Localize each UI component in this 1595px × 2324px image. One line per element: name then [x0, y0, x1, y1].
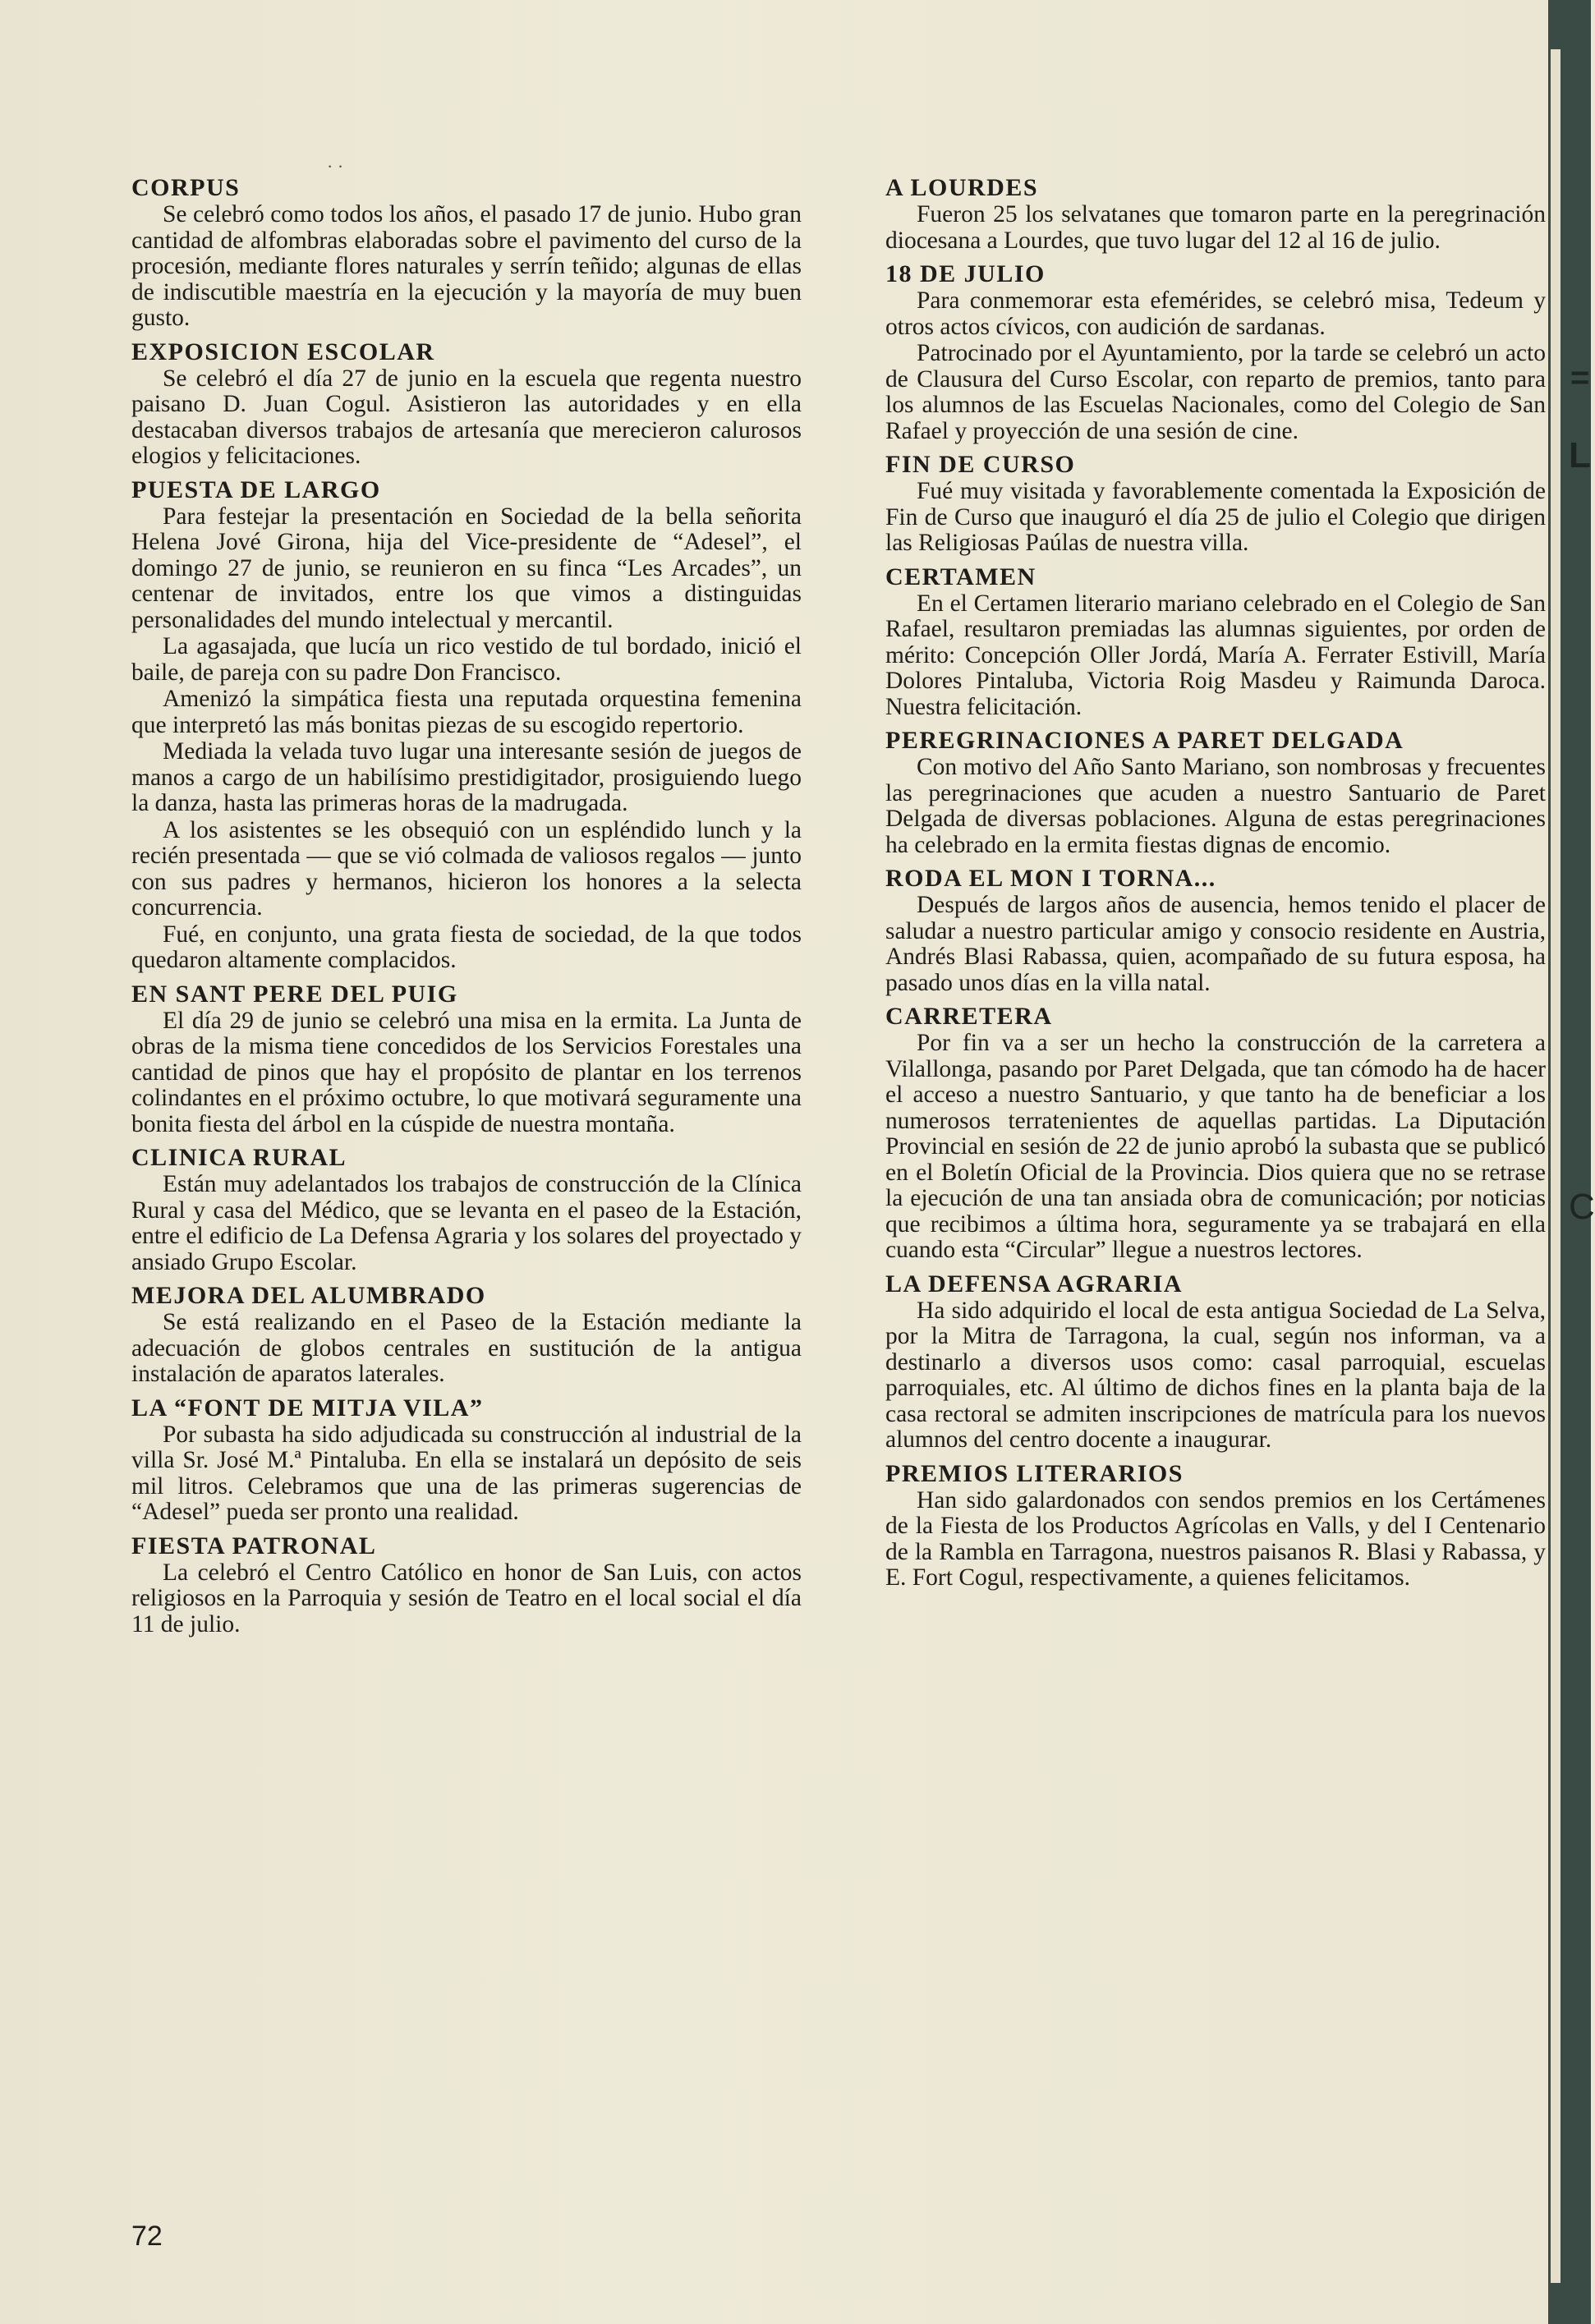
section-paragraph: Después de largos años de ausencia, hemos tenido el placer de saludar a nuestro particular amigo y consocio residente en Austria, Andrés Blasi Rabassa, quien, acompañado de su futura esposa, ha pasado unos días en la villa natal. [885, 892, 1546, 996]
section-paragraph: Mediada la velada tuvo lugar una interesante sesión de juegos de manos a cargo de un habilísimo prestidigitador, prosiguiendo luego la danza, hasta las primeras horas de la madrugada. [131, 738, 802, 816]
section-paragraph: En el Certamen literario mariano celebrado en el Colegio de San Rafael, resultaron premiadas las alumnas siguientes, por orden de mérito: Concepción Oller Jordá, María A. Ferrater Estivill, María Dolores Pintaluba, Victoria Roig Masdeu y Raimunda Daroca. Nuestra felicitación. [885, 590, 1546, 720]
section-paragraph: Se está realizando en el Paseo de la Estación mediante la adecuación de globos centrales en sustitución de la antigua instalación de aparatos laterales. [131, 1309, 802, 1387]
edge-glyph: L [1569, 435, 1591, 475]
section-paragraph: Con motivo del Año Santo Mariano, son nombrosas y frecuentes las peregrinaciones que acuden a nuestro Santuario de Paret Delgada de diversas poblaciones. Alguna de estas peregrinaciones ha celebrado en la ermita fiestas dignas de encomio. [885, 754, 1546, 858]
section-heading: CARRETERA [885, 1003, 1053, 1030]
left-column [131, 174, 802, 1644]
section-heading: PREMIOS LITERARIOS [885, 1459, 1184, 1487]
edge-glyph: = [1570, 360, 1590, 396]
news-section [131, 1282, 802, 1388]
section-heading: EN SANT PERE DEL PUIG [131, 980, 458, 1008]
section-paragraph: La celebró el Centro Católico en honor de San Luis, con actos religiosos en la Parroquia y sesión de Teatro en el local social el día 11 de julio. [131, 1559, 802, 1637]
section-paragraph: Han sido galardonados con sendos premios en los Certámenes de la Fiesta de los Productos Agrícolas en Valls, y del I Centenario de la Rambla en Tarragona, nuestros paisanos R. Blasi y Rabassa, y E. Fort Cogul, respectivamente, a quienes felicitamos. [885, 1486, 1546, 1591]
page-number: 72 [131, 2221, 163, 2252]
section-paragraph: Por fin va a ser un hecho la construcción de la carretera a Vilallonga, pasando por Paret Delgada, que tan cómodo ha de hacer el acceso a nuestro Santuario, y que tanto ha de beneficiar a los numerosos terratenientes de aquellas partidas. La Diputación Provincial en sesión de 22 de junio aprobó la subasta que se publicó en el Boletín Oficial de la Provincia. Dios quiera que no se retrase la ejecución de una tan ansiada obra de comunicación; por noticias que recibimos a última hora, seguramente ya se trabajará en ella cuando esta “Circular” llegue a nuestros lectores. [885, 1030, 1546, 1263]
news-section [885, 1270, 1546, 1454]
news-section [885, 563, 1546, 721]
section-heading: FIESTA PATRONAL [131, 1532, 377, 1559]
section-heading: PEREGRINACIONES A PARET DELGADA [885, 727, 1404, 754]
news-section [131, 338, 802, 470]
section-paragraph: La agasajada, que lucía un rico vestido de tul bordado, inició el baile, de pareja con su padre Don Francisco. [131, 633, 802, 686]
section-paragraph: Para festejar la presentación en Sociedad de la bella señorita Helena Jové Girona, hija del Vice-presidente de “Adesel”, el domingo 27 de junio, se reunieron en su finca “Les Arcades”, un centenar de invitados, entre los que vimos a distinguidas personalidades del mundo intelectual y mercantil. [131, 503, 802, 633]
section-paragraph: Para conmemorar esta efemérides, se celebró misa, Tedeum y otros actos cívicos, con audición de sardanas. [885, 287, 1546, 340]
section-paragraph: Ha sido adquirido el local de esta antigua Sociedad de La Selva, por la Mitra de Tarragona, la cual, según nos informan, va a destinarlo a diversos usos como: casal parroquial, escuelas parroquiales, etc. Al último de dichos fines en la planta baja de la casa rectoral se admiten inscripciones de matrícula para los nuevos alumnos del centro docente a inaugurar. [885, 1297, 1546, 1453]
news-section [885, 174, 1546, 254]
section-paragraph: Se celebró el día 27 de junio en la escuela que regenta nuestro paisano D. Juan Cogul. Asistieron las autoridades y en ella destacaban diversos trabajos de artesanía que merecieron calurosos elogios y felicitaciones. [131, 365, 802, 469]
section-paragraph: Amenizó la simpática fiesta una reputada orquestina femenina que interpretó las más bonitas piezas de su escogido repertorio. [131, 686, 802, 738]
news-section [885, 865, 1546, 996]
news-section [885, 260, 1546, 444]
news-section [131, 174, 802, 332]
section-paragraph: Están muy adelantados los trabajos de construcción de la Clínica Rural y casa del Médico, que se levanta en el paseo de la Estación, entre el edificio de La Defensa Agraria y los solares del proyectado y ansiado Grupo Escolar. [131, 1171, 802, 1275]
news-section [131, 1144, 802, 1275]
section-heading: RODA EL MON I TORNA... [885, 865, 1216, 892]
section-paragraph: El día 29 de junio se celebró una misa en la ermita. La Junta de obras de la misma tiene concedidos de los Servicios Forestales una cantidad de pinos que hay el propósito de plantar en los terrenos colindantes en el próximo octubre, lo que motivará seguramente una bonita fiesta del árbol en la cúspide de nuestra montaña. [131, 1007, 802, 1137]
section-heading: 18 DE JULIO [885, 260, 1046, 287]
edge-glyph: C [1569, 1187, 1595, 1227]
news-section [131, 1394, 802, 1526]
section-paragraph: A los asistentes se les obsequió con un espléndido lunch y la recién presentada — que se vió colmada de valiosos regalos — junto con sus padres y hermanos, hicieron los honores a la selecta concurrencia. [131, 816, 802, 921]
news-section [885, 727, 1546, 858]
news-section [885, 451, 1546, 557]
section-paragraph: Fueron 25 los selvatanes que tomaron parte en la peregrinación diocesana a Lourdes, que tuvo lugar del 12 al 16 de julio. [885, 201, 1546, 254]
section-heading: LA “FONT DE MITJA VILA” [131, 1394, 484, 1421]
section-heading: EXPOSICION ESCOLAR [131, 338, 435, 365]
news-section [885, 1460, 1546, 1591]
section-paragraph: Fué muy visitada y favorablemente comentada la Exposición de Fin de Curso que inauguró el día 25 de julio el Colegio que dirigen las Religiosas Paúlas de nuestra villa. [885, 478, 1546, 556]
section-heading: LA DEFENSA AGRARIA [885, 1270, 1184, 1297]
section-heading: MEJORA DEL ALUMBRADO [131, 1282, 486, 1309]
section-paragraph: Fué, en conjunto, una grata fiesta de sociedad, de la que todos quedaron altamente complacidos. [131, 921, 802, 973]
news-section [131, 476, 802, 974]
news-section [131, 1532, 802, 1638]
section-paragraph: Patrocinado por el Ayuntamiento, por la tarde se celebró un acto de Clausura del Curso Escolar, con reparto de premios, tanto para los alumnos de las Escuelas Nacionales, como del Colegio de San Rafael y proyección de una sesión de cine. [885, 340, 1546, 444]
section-heading: CORPUS [131, 174, 241, 201]
section-heading: A LOURDES [885, 174, 1039, 201]
right-column [885, 174, 1546, 1598]
adjacent-page-strip [1551, 49, 1561, 2283]
print-specks: · · [327, 156, 344, 177]
section-heading: CLINICA RURAL [131, 1144, 347, 1171]
section-paragraph: Se celebró como todos los años, el pasado 17 de junio. Hubo gran cantidad de alfombras elaboradas sobre el pavimento del curso de la procesión, mediante flores naturales y serrín teñido; algunas de ellas de indiscutible maestría en la ejecución y la mayoría de muy buen gusto. [131, 201, 802, 331]
section-heading: FIN DE CURSO [885, 451, 1076, 478]
news-section [885, 1003, 1546, 1264]
section-heading: PUESTA DE LARGO [131, 475, 381, 503]
news-section [131, 981, 802, 1138]
section-heading: CERTAMEN [885, 563, 1037, 590]
section-paragraph: Por subasta ha sido adjudicada su construcción al industrial de la villa Sr. José M.ª Pintaluba. En ella se instalará un depósito de seis mil litros. Celebramos que una de las primeras sugerencias de “Adesel” pueda ser pronto una realidad. [131, 1421, 802, 1525]
